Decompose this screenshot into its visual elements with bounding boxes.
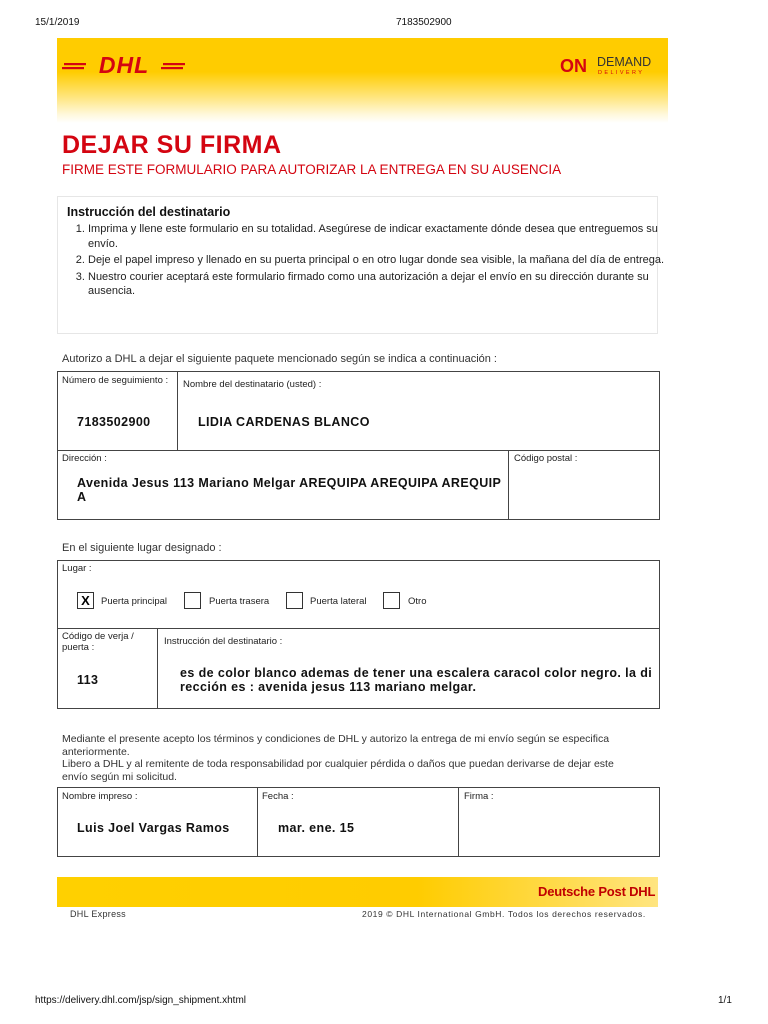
location-intro: En el siguiente lugar designado : [62,542,222,554]
instruction-item: 1. Imprima y llene este formulario en su totalidad. Asegúrese de indicar exactamente dónde desea que entreguemos su envío. [88,222,678,251]
page-subtitle: FIRME ESTE FORMULARIO PARA AUTORIZAR LA ENTREGA EN SU AUSENCIA [62,162,562,177]
print-url: https://delivery.dhl.com/jsp/sign_shipment.xhtml [35,995,247,1006]
tracking-label: Número de seguimiento : [62,375,169,386]
gate-code-label: Código de verja / puerta : [62,631,134,653]
recipient-instruction-label: Instrucción del destinatario : [164,636,283,647]
instruction-item: 2. Deje el papel impreso y llenado en su puerta principal o en otro lugar donde sea visible, la mañana del día de entrega. [88,253,678,268]
terms-line: Mediante el presente acepto los términos y condiciones de DHL y autorizo la entrega de mi envío según se especifica anteriormente. [62,733,610,758]
date-value: mar. ene. 15 [278,821,355,835]
authorization-intro: Autorizo a DHL a dejar el siguiente paquete mencionado según se indica a continuación : [62,353,497,365]
shipment-divider [508,450,509,520]
recipient-value: LIDIA CARDENAS BLANCO [198,415,370,429]
postal-code-label: Código postal : [514,453,578,464]
location-divider [157,628,158,709]
option-label-front-door: Puerta principal [101,596,168,607]
checkbox-side-door[interactable] [286,592,303,609]
checkbox-back-door[interactable] [184,592,201,609]
terms-text [62,733,632,783]
signature-divider [458,787,459,857]
shipment-divider [57,450,660,451]
recipient-label: Nombre del destinatario (usted) : [183,379,322,390]
ondemand-logo [560,52,660,78]
instructions-heading: Instrucción del destinatario [67,205,231,219]
footer-company: DHL Express [70,909,126,919]
print-doc-id: 7183502900 [396,17,452,28]
recipient-instruction-value: es de color blanco ademas de tener una escalera caracol color negro. la dirección es : avenida jesus 113 mariano melgar. [180,666,653,694]
header-banner [57,38,668,123]
address-label: Dirección : [62,453,107,464]
printed-name-value: Luis Joel Vargas Ramos [77,821,230,835]
location-divider [57,628,660,629]
date-label: Fecha : [262,791,294,802]
option-label-side-door: Puerta lateral [310,596,367,607]
option-label-back-door: Puerta trasera [209,596,270,607]
ondemand-delivery: DELIVERY [598,70,645,76]
print-page-number: 1/1 [718,995,732,1006]
shipment-divider [177,371,178,450]
address-value: Avenida Jesus 113 Mariano Melgar AREQUIPA AREQUIPA AREQUIPA [77,476,502,504]
signature-divider [257,787,258,857]
option-label-other: Otro [408,596,427,607]
dhl-logo-text: DHL [98,52,150,78]
ondemand-demand: DEMAND [597,55,652,69]
page-title: DEJAR SU FIRMA [62,131,282,159]
instructions-list [66,222,678,301]
instruction-item: 3. Nuestro courier aceptará este formulario firmado como una autorización a dejar el envío en su dirección durante su ausencia. [88,270,678,299]
signature-label: Firma : [464,791,494,802]
tracking-value: 7183502900 [77,415,151,429]
location-label: Lugar : [62,563,92,574]
ondemand-on: ON [560,56,587,76]
terms-line: Libero a DHL y al remitente de toda responsabilidad por cualquier pérdida o daños que puedan derivarse de dejar este envío según mi solicitud. [62,758,614,783]
printed-name-label: Nombre impreso : [62,791,138,802]
deutsche-post-dhl-logo: Deutsche Post DHL [538,884,656,899]
dhl-logo [62,52,187,78]
checkbox-front-door[interactable]: X [77,592,94,609]
gate-code-value: 113 [77,673,99,687]
footer-copyright: 2019 © DHL International GmbH. Todos los derechos reservados. [362,909,646,919]
print-date: 15/1/2019 [35,17,80,28]
checkbox-other[interactable] [383,592,400,609]
